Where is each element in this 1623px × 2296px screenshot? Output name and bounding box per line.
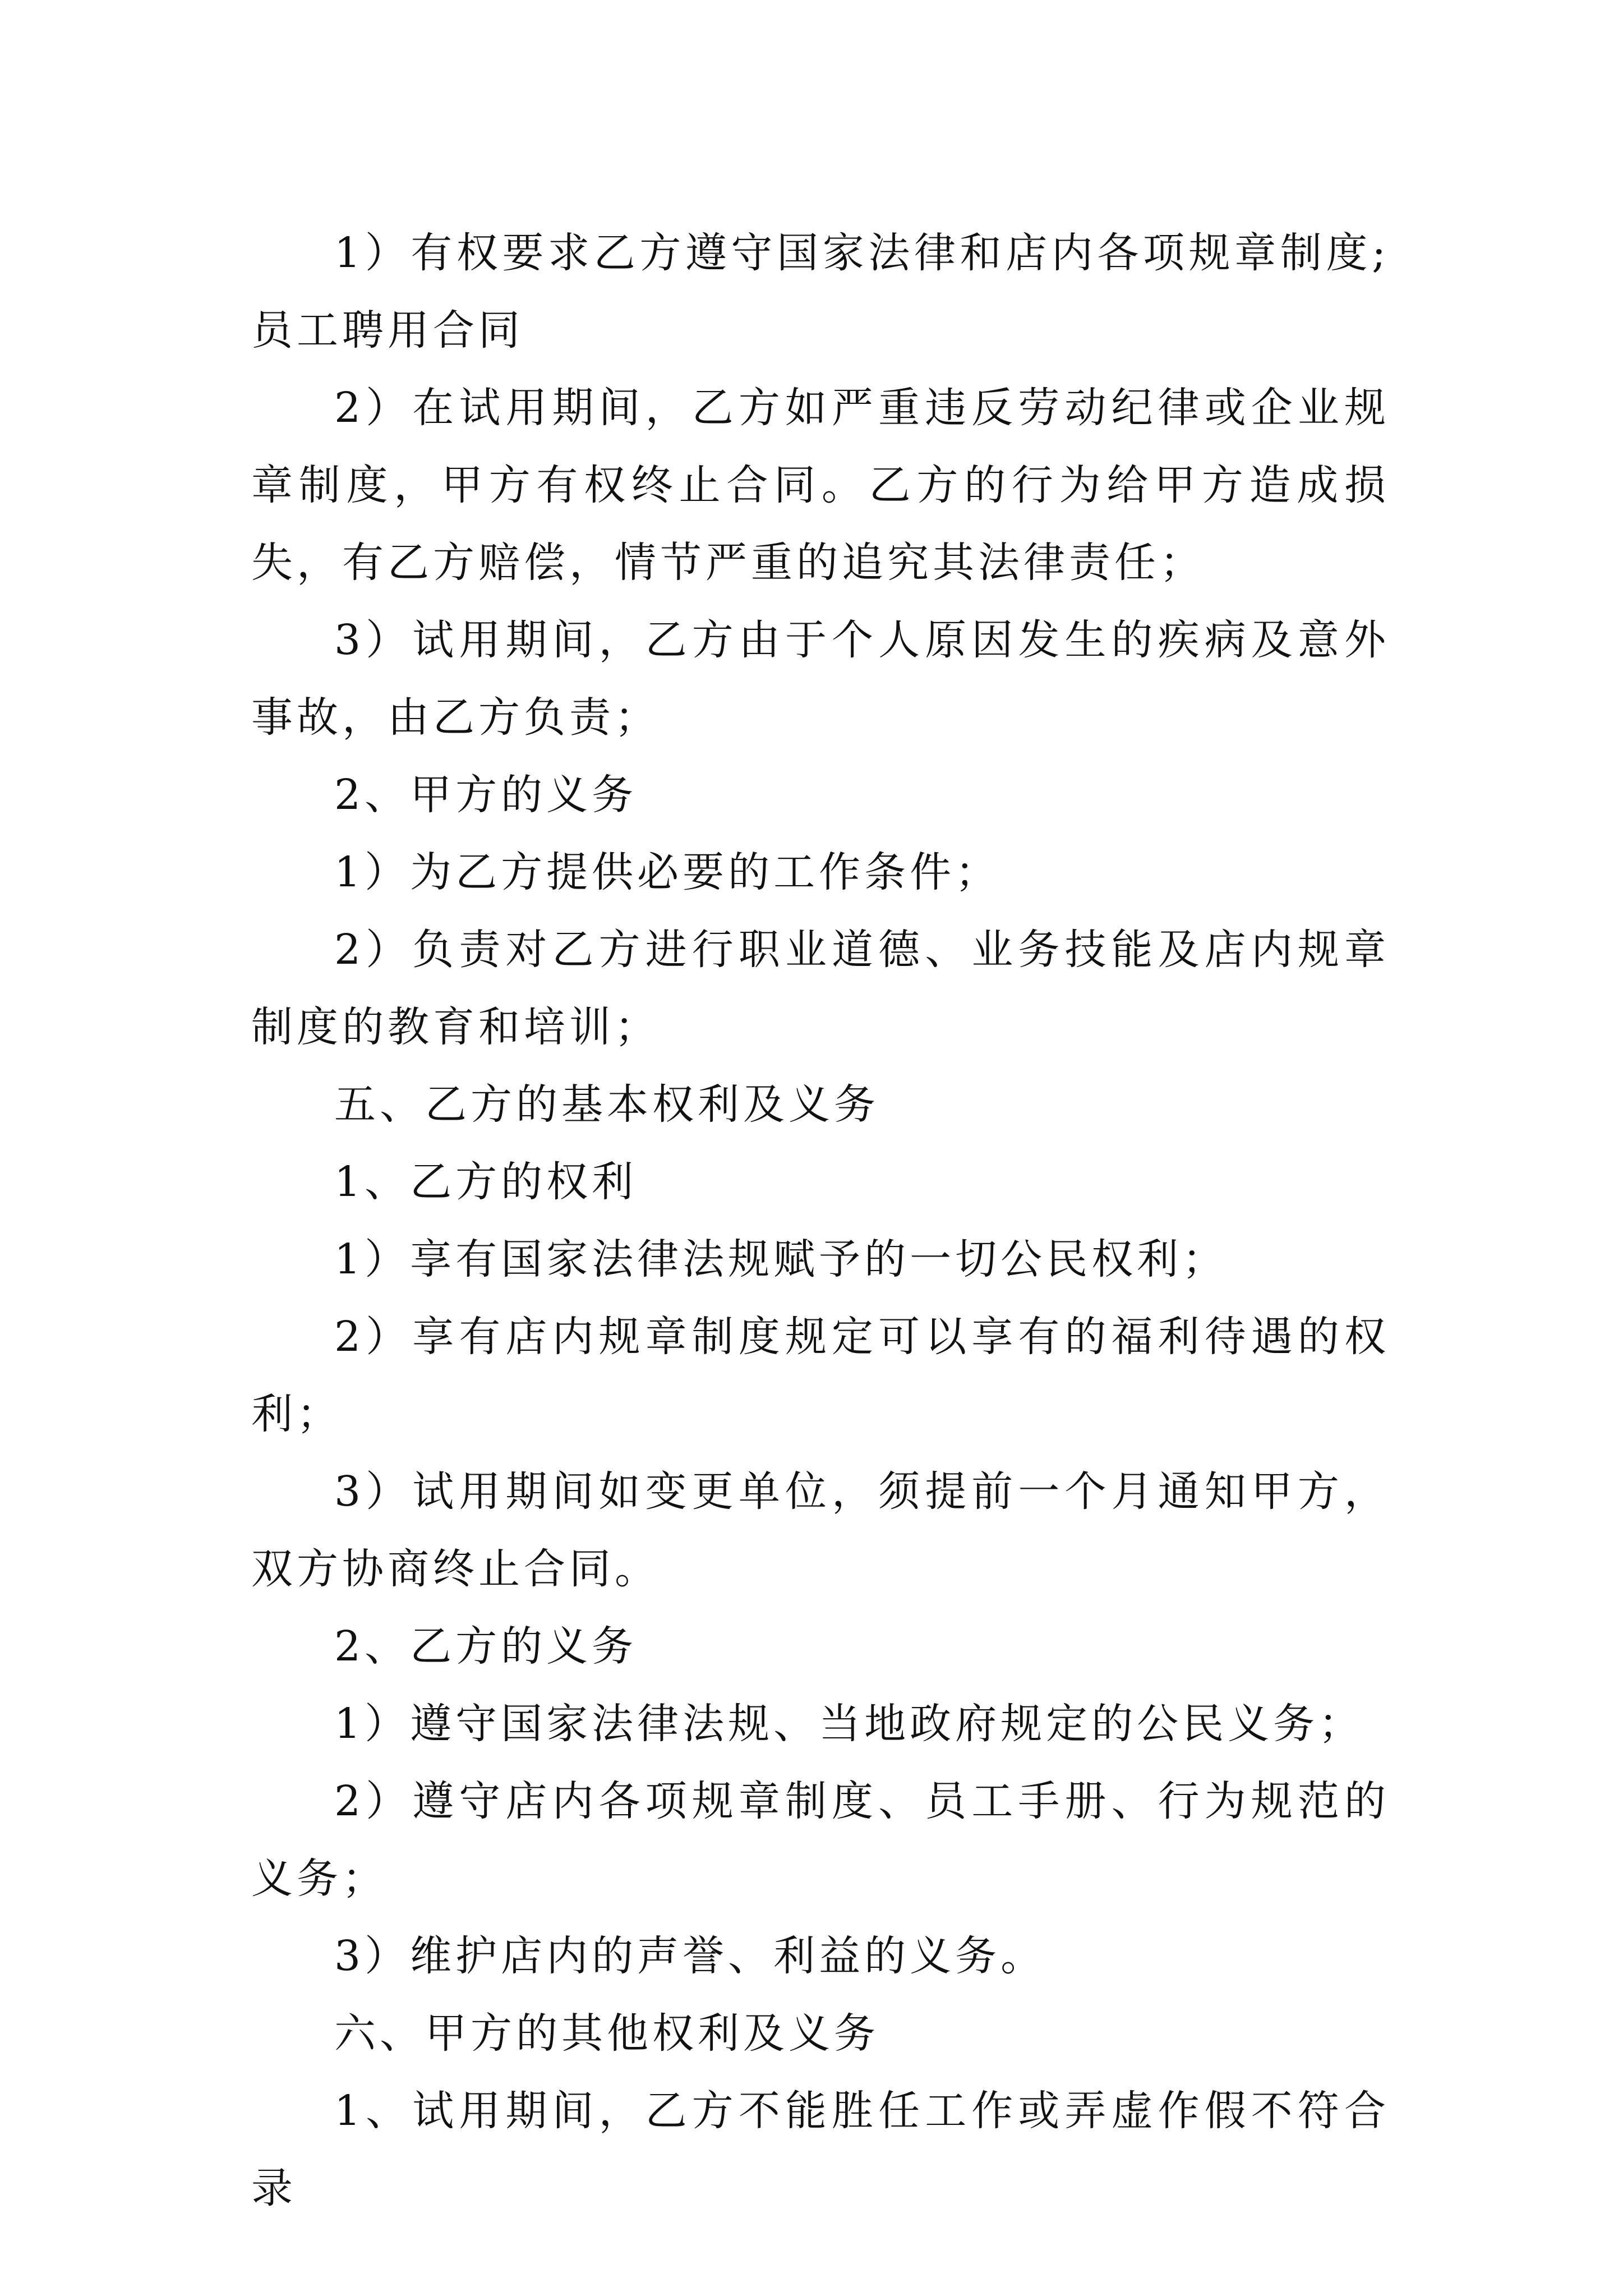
paragraph-employer-right-1: 1）有权要求乙方遵守国家法律和店内各项规章制度;员工聘用合同 (251, 229, 1390, 355)
paragraph-employee-right-1: 1）享有国家法律法规赋予的一切公民权利； (334, 1235, 1228, 1283)
heading-employer-obligations: 2、甲方的义务 (334, 771, 638, 819)
paragraph-employer-right-3: 3）试用期间，乙方由于个人原因发生的疾病及意外事故，由乙方负责； (251, 616, 1390, 742)
heading-section-six: 六、甲方的其他权利及义务 (334, 2009, 879, 2058)
heading-employee-obligations: 2、乙方的义务 (334, 1622, 638, 1671)
paragraph-employee-obligation-1: 1）遵守国家法律法规、当地政府规定的公民义务； (334, 1700, 1364, 1748)
paragraph-employee-right-3: 3）试用期间如变更单位，须提前一个月通知甲方，双方协商终止合同。 (251, 1467, 1390, 1593)
paragraph-employee-obligation-2: 2）遵守店内各项规章制度、员工手册、行为规范的义务； (251, 1777, 1390, 1903)
contract-body (251, 214, 1390, 2227)
heading-employee-rights: 1、乙方的权利 (334, 1158, 638, 1206)
paragraph-other-right-1: 1、试用期间，乙方不能胜任工作或弄虚作假不符合录 (251, 2087, 1390, 2212)
paragraph-employer-obligation-2: 2）负责对乙方进行职业道德、业务技能及店内规章制度的教育和培训； (251, 926, 1390, 1051)
paragraph-employee-obligation-3: 3）维护店内的声誉、利益的义务。 (334, 1932, 1046, 1980)
paragraph-employer-obligation-1: 1）为乙方提供必要的工作条件； (334, 848, 1001, 896)
paragraph-employer-right-2: 2）在试用期间，乙方如严重违反劳动纪律或企业规章制度，甲方有权终止合同。乙方的行为给甲方造成损失，有乙方赔偿，情节严重的追究其法律责任； (251, 384, 1390, 587)
paragraph-employee-right-2: 2）享有店内规章制度规定可以享有的福利待遇的权利； (251, 1313, 1390, 1438)
heading-section-five: 五、乙方的基本权利及义务 (334, 1080, 879, 1129)
